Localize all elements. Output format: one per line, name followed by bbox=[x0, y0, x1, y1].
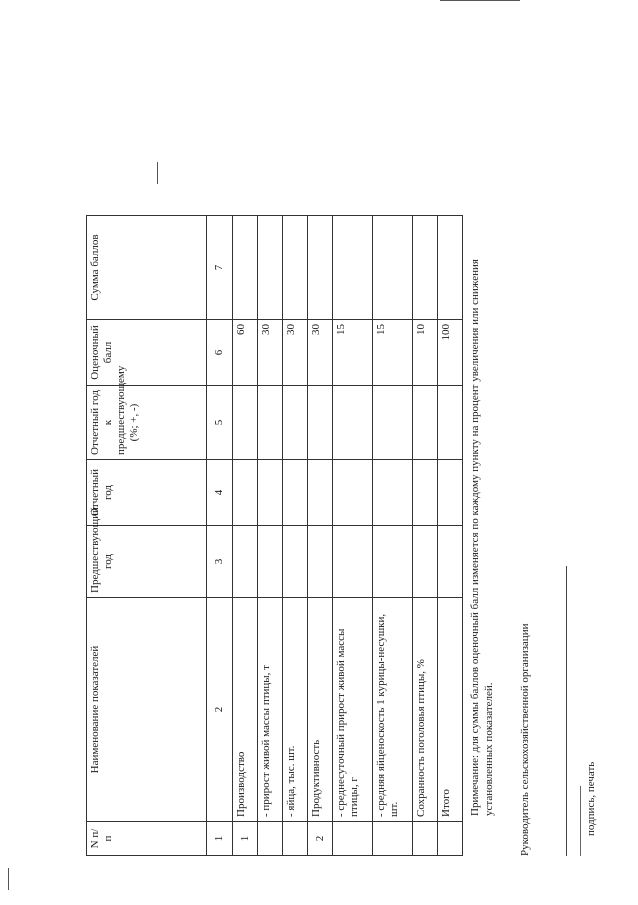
header-cell: Отчетный год к предшествующему (%; +, -) bbox=[87, 386, 207, 460]
empty-cell bbox=[413, 526, 438, 598]
empty-cell bbox=[413, 216, 438, 320]
indicator-name: - средняя яйценоскость 1 курицы-несушки, шт. bbox=[373, 598, 413, 822]
table-row bbox=[233, 216, 258, 856]
empty-cell bbox=[258, 386, 283, 460]
indicator-name: - среднесуточный прирост живой массы птицы, г bbox=[333, 598, 373, 822]
table-row bbox=[373, 216, 413, 856]
column-number: 7 bbox=[207, 216, 233, 320]
empty-cell bbox=[333, 386, 373, 460]
empty-cell bbox=[438, 460, 463, 526]
score-value: 100 bbox=[438, 320, 463, 386]
header-cell: Оценочный балл bbox=[87, 320, 207, 386]
indicator-name: - яйца, тыс. шт. bbox=[283, 598, 308, 822]
column-number: 3 bbox=[207, 526, 233, 598]
row-number: 1 bbox=[233, 822, 258, 856]
empty-cell bbox=[333, 460, 373, 526]
empty-cell bbox=[373, 386, 413, 460]
empty-cell bbox=[233, 216, 258, 320]
score-value: 30 bbox=[308, 320, 333, 386]
indicator-name: Итого bbox=[438, 598, 463, 822]
signature-title: Руководитель сельскохозяйственной организации bbox=[519, 623, 531, 856]
row-number bbox=[373, 822, 413, 856]
empty-cell bbox=[233, 460, 258, 526]
empty-cell bbox=[333, 526, 373, 598]
empty-cell bbox=[333, 216, 373, 320]
empty-cell bbox=[373, 460, 413, 526]
row-number bbox=[283, 822, 308, 856]
row-number bbox=[413, 822, 438, 856]
empty-cell bbox=[308, 526, 333, 598]
scan-mark-left bbox=[8, 868, 9, 890]
empty-cell bbox=[413, 386, 438, 460]
scan-mark-top bbox=[440, 0, 520, 1]
rotated-form bbox=[86, 216, 626, 856]
table-row bbox=[413, 216, 438, 856]
empty-cell bbox=[233, 386, 258, 460]
empty-cell bbox=[283, 386, 308, 460]
signature-caption: подпись, печать bbox=[585, 761, 597, 836]
table-row bbox=[258, 216, 283, 856]
scan-mark-middle bbox=[157, 162, 158, 184]
empty-cell bbox=[258, 216, 283, 320]
score-value: 10 bbox=[413, 320, 438, 386]
empty-cell bbox=[373, 526, 413, 598]
empty-cell bbox=[308, 216, 333, 320]
empty-cell bbox=[283, 216, 308, 320]
table-row bbox=[283, 216, 308, 856]
empty-cell bbox=[438, 216, 463, 320]
header-cell: Наименование показателей bbox=[87, 598, 207, 822]
header-cell: Отчетный год bbox=[87, 460, 207, 526]
empty-cell bbox=[308, 386, 333, 460]
empty-cell bbox=[438, 386, 463, 460]
column-number-row bbox=[207, 216, 233, 856]
evaluation-table bbox=[86, 215, 463, 856]
row-number bbox=[438, 822, 463, 856]
signature-line bbox=[566, 566, 567, 856]
signature-line-short bbox=[580, 786, 581, 856]
column-number: 1 bbox=[207, 822, 233, 856]
score-value: 15 bbox=[333, 320, 373, 386]
header-cell: Предшествующий год bbox=[87, 526, 207, 598]
score-value: 30 bbox=[283, 320, 308, 386]
score-value: 15 bbox=[373, 320, 413, 386]
score-value: 60 bbox=[233, 320, 258, 386]
row-number bbox=[333, 822, 373, 856]
empty-cell bbox=[413, 460, 438, 526]
indicator-name: - прирост живой массы птицы, т bbox=[258, 598, 283, 822]
column-number: 2 bbox=[207, 598, 233, 822]
indicator-name: Продуктивность bbox=[308, 598, 333, 822]
empty-cell bbox=[283, 460, 308, 526]
empty-cell bbox=[438, 526, 463, 598]
column-number: 6 bbox=[207, 320, 233, 386]
empty-cell bbox=[283, 526, 308, 598]
indicator-name: Сохранность поголовья птицы, % bbox=[413, 598, 438, 822]
row-number: 2 bbox=[308, 822, 333, 856]
column-number: 4 bbox=[207, 460, 233, 526]
table-row bbox=[438, 216, 463, 856]
empty-cell bbox=[258, 460, 283, 526]
indicator-name: Производство bbox=[233, 598, 258, 822]
row-number bbox=[258, 822, 283, 856]
header-row bbox=[87, 216, 207, 856]
empty-cell bbox=[373, 216, 413, 320]
header-cell: N п/п bbox=[87, 822, 207, 856]
column-number: 5 bbox=[207, 386, 233, 460]
score-value: 30 bbox=[258, 320, 283, 386]
empty-cell bbox=[258, 526, 283, 598]
empty-cell bbox=[233, 526, 258, 598]
table-row bbox=[333, 216, 373, 856]
empty-cell bbox=[308, 460, 333, 526]
table-row bbox=[308, 216, 333, 856]
table-note: Примечание: для суммы баллов оценочный балл изменяется по каждому пункту на процент увеличения или снижения установленных показателей. bbox=[469, 259, 495, 816]
header-cell: Сумма баллов bbox=[87, 216, 207, 320]
